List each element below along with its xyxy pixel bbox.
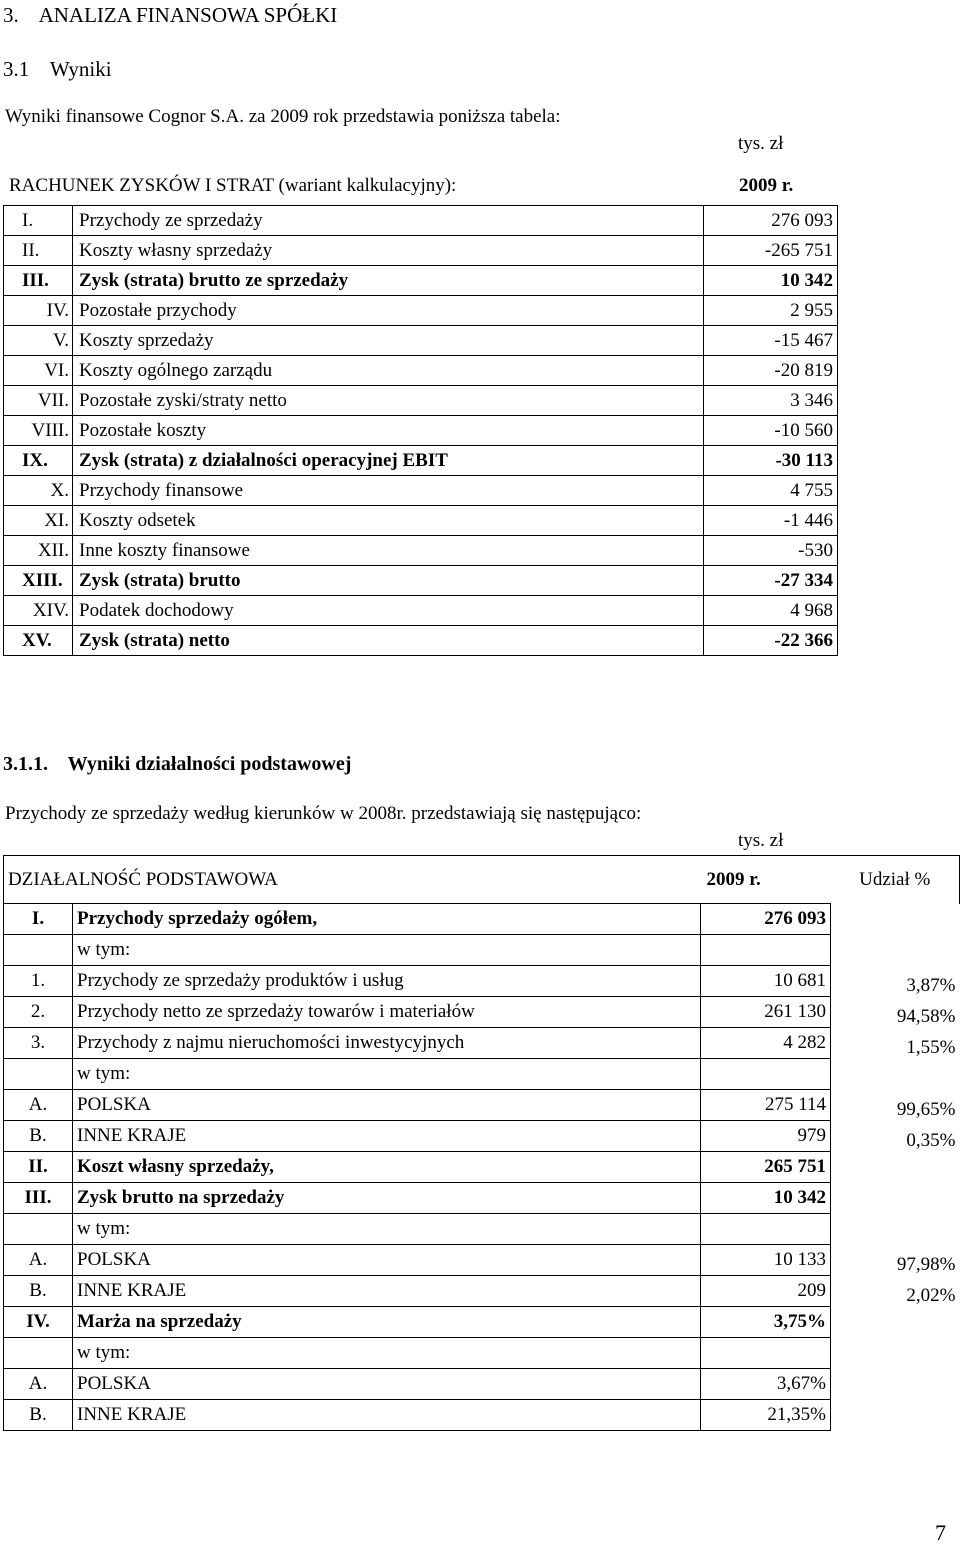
- table1-row-number: VI.: [4, 356, 73, 386]
- subsection-3-1-1-title: 3.1.1. Wyniki działalności podstawowej: [3, 753, 352, 775]
- table2-row-number: II.: [4, 1152, 73, 1183]
- income-statement-table: [3, 205, 838, 656]
- table1-row-number: XIV.: [4, 596, 73, 626]
- subsection-title: 3.1 Wyniki: [3, 57, 112, 81]
- table2-row-number: B.: [4, 1121, 73, 1152]
- table1-row-label: Pozostałe przychody: [73, 296, 704, 326]
- table2-row-label: Zysk brutto na sprzedaży: [73, 1183, 701, 1214]
- table2-row-number: B.: [4, 1400, 73, 1431]
- table2-row-label: w tym:: [73, 1059, 701, 1090]
- table2-row-number: [4, 1059, 73, 1090]
- table2-row: [4, 1276, 960, 1307]
- table1-row-value: -530: [704, 536, 838, 566]
- table1-unit: tys. zł: [738, 133, 784, 154]
- table1-row-value: -265 751: [704, 236, 838, 266]
- section-title: 3. ANALIZA FINANSOWA SPÓŁKI: [3, 3, 338, 27]
- page-number: 7: [935, 1520, 946, 1545]
- table1-row-value: 10 342: [704, 266, 838, 296]
- table1-row-number: VIII.: [4, 416, 73, 446]
- table1-row-label: Koszty odsetek: [73, 506, 704, 536]
- table1-row-value: -1 446: [704, 506, 838, 536]
- table2-row-number: A.: [4, 1369, 73, 1400]
- table2-row: [4, 1400, 960, 1431]
- table1-row: [4, 236, 838, 266]
- table2-row-value: 3,67%: [701, 1369, 831, 1400]
- table2-row: [4, 935, 960, 966]
- table2-row-share: [831, 1400, 960, 1431]
- table2-row-share: [831, 1307, 960, 1338]
- table2-row-label: w tym:: [73, 1214, 701, 1245]
- table2-row-share: [831, 935, 960, 966]
- table1-row-value: 4 968: [704, 596, 838, 626]
- table2-row-value: 275 114: [701, 1090, 831, 1121]
- table2-row-share: [831, 1214, 960, 1245]
- table1-row-label: Pozostałe zyski/straty netto: [73, 386, 704, 416]
- table2-row-label: POLSKA: [73, 1090, 701, 1121]
- table2-row-label: INNE KRAJE: [73, 1276, 701, 1307]
- table2-row-value: 3,75%: [701, 1307, 831, 1338]
- table2-row-label: w tym:: [73, 1338, 701, 1369]
- table1-row-number: IV.: [4, 296, 73, 326]
- table2-row-value: 10 342: [701, 1183, 831, 1214]
- table2-row-share: [831, 904, 960, 935]
- section-heading: [3, 3, 337, 28]
- table1-row-number: XI.: [4, 506, 73, 536]
- table1-row-label: Koszty własny sprzedaży: [73, 236, 704, 266]
- table2-row-number: [4, 935, 73, 966]
- table2-row: [4, 1028, 960, 1059]
- table1-row-number: VII.: [4, 386, 73, 416]
- table2-row-value: 209: [701, 1276, 831, 1307]
- table1-row-number: XIII.: [4, 566, 73, 596]
- table1-row: [4, 536, 838, 566]
- table2-row-share: [831, 1059, 960, 1090]
- table2-row-number: 3.: [4, 1028, 73, 1059]
- table1-row-value: -15 467: [704, 326, 838, 356]
- table1-row: [4, 296, 838, 326]
- table2-row-number: [4, 1338, 73, 1369]
- table2-row-value: 265 751: [701, 1152, 831, 1183]
- table2-row-label: Koszt własny sprzedaży,: [73, 1152, 701, 1183]
- table1-row: [4, 326, 838, 356]
- table2-row-label: INNE KRAJE: [73, 1121, 701, 1152]
- table1-row: [4, 626, 838, 656]
- table2-row-number: [4, 1214, 73, 1245]
- table2-row-share: 99,65%: [896, 1098, 956, 1120]
- table2-row: [4, 1059, 960, 1090]
- table2-row-number: III.: [4, 1183, 73, 1214]
- table2-row-number: A.: [4, 1090, 73, 1121]
- table2-row-value: [701, 1059, 831, 1090]
- table2-row: [4, 1369, 960, 1400]
- table2-row-number: B.: [4, 1276, 73, 1307]
- table2-row: [4, 1152, 960, 1183]
- table2-row-value: 979: [701, 1121, 831, 1152]
- table1-row-label: Podatek dochodowy: [73, 596, 704, 626]
- table1-row: [4, 386, 838, 416]
- table2-row-share: 3,87%: [906, 974, 956, 996]
- table2-header-row: [4, 856, 960, 904]
- table1-row-number: II.: [4, 236, 73, 266]
- table2-row-number: 2.: [4, 997, 73, 1028]
- table2-row: [4, 1307, 960, 1338]
- table2-row-value: 21,35%: [701, 1400, 831, 1431]
- table2-row-value: [701, 1338, 831, 1369]
- table2-row-number: IV.: [4, 1307, 73, 1338]
- table2-unit: tys. zł: [738, 830, 784, 851]
- table2-row-value: [701, 935, 831, 966]
- table1-row-value: 276 093: [704, 206, 838, 236]
- table2-row-value: 10 681: [701, 966, 831, 997]
- table2-row: [4, 997, 960, 1028]
- table2-row-label: POLSKA: [73, 1369, 701, 1400]
- table2-row-share: [831, 1369, 960, 1400]
- table2-row-share: [831, 1183, 960, 1214]
- table2-row-number: 1.: [4, 966, 73, 997]
- table1-row-label: Koszty ogólnego zarządu: [73, 356, 704, 386]
- table2-row-label: Przychody z najmu nieruchomości inwestycyjnych: [73, 1028, 701, 1059]
- table2-row-value: 261 130: [701, 997, 831, 1028]
- table1-row-value: 4 755: [704, 476, 838, 506]
- table2-row-value: 276 093: [701, 904, 831, 935]
- table2-title: DZIAŁALNOŚĆ PODSTAWOWA: [4, 856, 701, 904]
- table1-row-label: Inne koszty finansowe: [73, 536, 704, 566]
- table1-row-label: Zysk (strata) netto: [73, 626, 704, 656]
- table2-row: [4, 1121, 960, 1152]
- table2-row: [4, 1183, 960, 1214]
- table2-row-share: 2,02%: [906, 1284, 956, 1306]
- table2-row-share: [831, 1152, 960, 1183]
- table2-row-number: A.: [4, 1245, 73, 1276]
- table1-row-number: XV.: [4, 626, 73, 656]
- table1-year: 2009 r.: [739, 175, 794, 196]
- table2-row-label: POLSKA: [73, 1245, 701, 1276]
- table2-row-label: Marża na sprzedaży: [73, 1307, 701, 1338]
- table1-row: [4, 476, 838, 506]
- table2-row-share: 1,55%: [906, 1036, 956, 1058]
- table1-row-value: -20 819: [704, 356, 838, 386]
- table1-row-label: Przychody finansowe: [73, 476, 704, 506]
- table1-row-label: Przychody ze sprzedaży: [73, 206, 704, 236]
- table2-row-value: 4 282: [701, 1028, 831, 1059]
- table1-row-value: -27 334: [704, 566, 838, 596]
- table1-row-label: Zysk (strata) z działalności operacyjnej EBIT: [73, 446, 704, 476]
- table2-row: [4, 1338, 960, 1369]
- table2-row-value: [701, 1214, 831, 1245]
- table1-row-value: 2 955: [704, 296, 838, 326]
- table1-row: [4, 566, 838, 596]
- table1-row-number: X.: [4, 476, 73, 506]
- table2-row-number: I.: [4, 904, 73, 935]
- table2-row: [4, 1245, 960, 1276]
- table1-row: [4, 356, 838, 386]
- table2-row-label: Przychody netto ze sprzedaży towarów i materiałów: [73, 997, 701, 1028]
- table1-row: [4, 266, 838, 296]
- table2-row-share: 97,98%: [896, 1253, 956, 1275]
- table1-title: RACHUNEK ZYSKÓW I STRAT (wariant kalkulacyjny):: [9, 175, 457, 196]
- core-activity-table: [3, 855, 960, 1431]
- table1-row: [4, 446, 838, 476]
- intro-text: Wyniki finansowe Cognor S.A. za 2009 rok przedstawia poniższa tabela:: [5, 106, 561, 127]
- table1-row-value: -22 366: [704, 626, 838, 656]
- table2-row-share: 94,58%: [896, 1005, 956, 1027]
- table1-row-label: Zysk (strata) brutto: [73, 566, 704, 596]
- table1-row-value: 3 346: [704, 386, 838, 416]
- table2-row: [4, 904, 960, 935]
- table2-row-share: 0,35%: [906, 1129, 956, 1151]
- table1-row-number: V.: [4, 326, 73, 356]
- table2-row-share: [831, 1338, 960, 1369]
- section2-intro: Przychody ze sprzedaży według kierunków w 2008r. przedstawiają się następująco:: [5, 803, 642, 824]
- table2-row-label: w tym:: [73, 935, 701, 966]
- table2-share-header: Udział %: [831, 856, 960, 904]
- table1-row-value: -10 560: [704, 416, 838, 446]
- table1-row-label: Koszty sprzedaży: [73, 326, 704, 356]
- table2-row-value: 10 133: [701, 1245, 831, 1276]
- table1-row-number: III.: [4, 266, 73, 296]
- table1-row: [4, 596, 838, 626]
- table1-row-label: Zysk (strata) brutto ze sprzedaży: [73, 266, 704, 296]
- table1-row: [4, 506, 838, 536]
- table1-row-number: XII.: [4, 536, 73, 566]
- table1-row-number: IX.: [4, 446, 73, 476]
- table1-row-value: -30 113: [704, 446, 838, 476]
- table2-row-label: Przychody ze sprzedaży produktów i usług: [73, 966, 701, 997]
- table1-row: [4, 206, 838, 236]
- table1-row-number: I.: [4, 206, 73, 236]
- table2-row: [4, 1214, 960, 1245]
- table1-row: [4, 416, 838, 446]
- table2-row: [4, 1090, 960, 1121]
- table2-row: [4, 966, 960, 997]
- table2-row-label: Przychody sprzedaży ogółem,: [73, 904, 701, 935]
- table2-year: 2009 r.: [701, 856, 831, 904]
- table1-row-label: Pozostałe koszty: [73, 416, 704, 446]
- table2-row-label: INNE KRAJE: [73, 1400, 701, 1431]
